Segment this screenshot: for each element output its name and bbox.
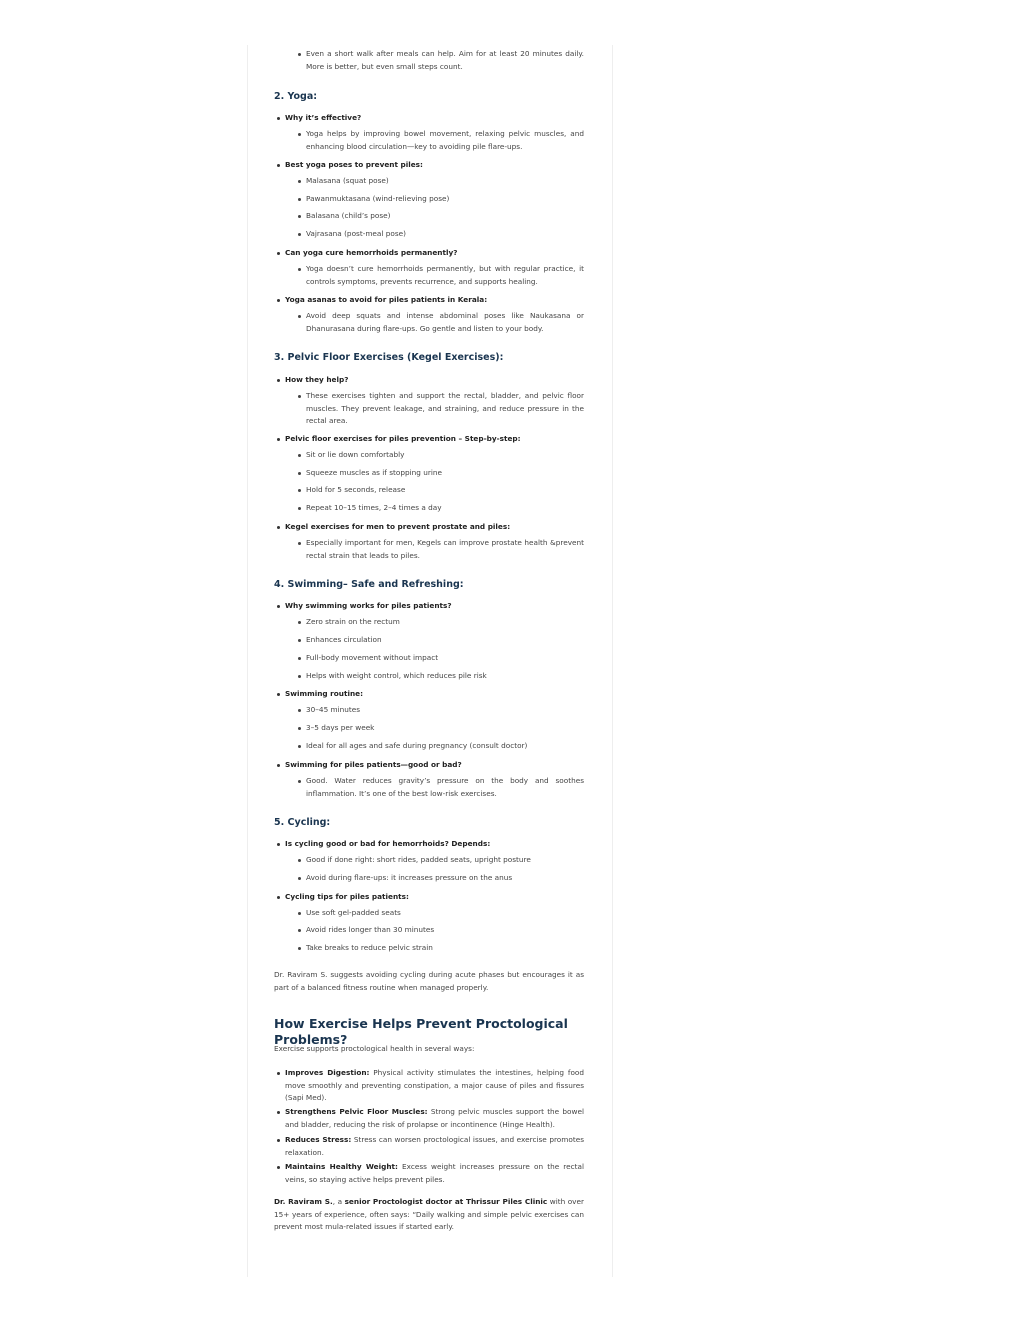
list-item: Zero strain on the rectum <box>295 616 584 629</box>
list-item: Avoid rides longer than 30 minutes <box>295 924 584 937</box>
doctor-quote: Dr. Raviram S., a senior Proctologist doctor at Thrissur Piles Clinic with over 15+ years of experience, often says: “Daily walking and simple pelvic exercises can prevent most mula-related issues if started early. <box>274 1197 584 1231</box>
list-item: Balasana (child’s pose) <box>295 210 584 223</box>
section-heading-cycling: 5. Cycling: <box>274 817 331 828</box>
list-item: Full-body movement without impact <box>295 652 584 665</box>
list-item: 30–45 minutes <box>295 704 584 717</box>
list-item: Is cycling good or bad for hemorrhoids? Depends: <box>274 838 584 851</box>
list-item: Sit or lie down comfortably <box>295 449 584 462</box>
list-item: Reduces Stress: Stress can worsen proctological issues, and exercise promotes relaxation. <box>274 1134 584 1159</box>
list-item: Yoga helps by improving bowel movement, relaxing pelvic muscles, and enhancing blood circulation—key to avoiding pile flare-ups. <box>295 128 584 153</box>
list-item: Yoga doesn’t cure hemorrhoids permanently, but with regular practice, it controls symptoms, prevents recurrence, and supports healing. <box>295 263 584 288</box>
cycling-note: Dr. Raviram S. suggests avoiding cycling during acute phases but encourages it as part of a balanced fitness routine when managed properly. <box>274 970 584 992</box>
list-item: Good. Water reduces gravity’s pressure on the body and soothes inflammation. It’s one of the best low-risk exercises. <box>295 775 584 800</box>
section-heading-yoga: 2. Yoga: <box>274 91 318 102</box>
list-item: Strengthens Pelvic Floor Muscles: Strong pelvic muscles support the bowel and bladder, reducing the risk of prolapse or incontinence (Hinge Health). <box>274 1106 584 1131</box>
list-item: Kegel exercises for men to prevent prostate and piles: <box>274 521 584 534</box>
list-item: Especially important for men, Kegels can improve prostate health &prevent rectal strain that leads to piles. <box>295 537 584 562</box>
list-item: Use soft gel-padded seats <box>295 907 584 920</box>
how-intro: Exercise supports proctological health in several ways: <box>274 1044 475 1053</box>
list-item: Pelvic floor exercises for piles prevention – Step-by-step: <box>274 433 584 446</box>
list-item: Best yoga poses to prevent piles: <box>274 159 584 172</box>
list-item-text: Even a short walk after meals can help. Aim for at least 20 minutes daily. More is better, but even small steps count. <box>306 49 584 71</box>
list-item: Cycling tips for piles patients: <box>274 891 584 904</box>
list-item: Helps with weight control, which reduces pile risk <box>295 670 584 683</box>
list-item: Enhances circulation <box>295 634 584 647</box>
list-item: Why it’s effective? <box>274 112 584 125</box>
section-heading-swimming: 4. Swimming– Safe and Refreshing: <box>274 579 464 590</box>
list-item: Ideal for all ages and safe during pregnancy (consult doctor) <box>295 740 584 753</box>
list-item: Maintains Healthy Weight: Excess weight increases pressure on the rectal veins, so staying active helps prevent piles. <box>274 1161 584 1186</box>
list-item: Hold for 5 seconds, release <box>295 484 584 497</box>
list-item: Why swimming works for piles patients? <box>274 600 584 613</box>
section-heading-how-exercise-helps: How Exercise Helps Prevent Proctological Problems? <box>274 1016 568 1047</box>
list-item: How they help? <box>274 374 584 387</box>
list-item: Good if done right: short rides, padded seats, upright posture <box>295 854 584 867</box>
list-item: Vajrasana (post-meal pose) <box>295 228 584 241</box>
list-item <box>295 48 584 73</box>
list-item: Yoga asanas to avoid for piles patients in Kerala: <box>274 294 584 307</box>
list-item: Avoid deep squats and intense abdominal poses like Naukasana or Dhanurasana during flare-ups. Go gentle and listen to your body. <box>295 310 584 335</box>
list-item: Squeeze muscles as if stopping urine <box>295 467 584 480</box>
list-item: Avoid during flare-ups: it increases pressure on the anus <box>295 872 584 885</box>
list-item: Take breaks to reduce pelvic strain <box>295 942 584 955</box>
list-item: Can yoga cure hemorrhoids permanently? <box>274 247 584 260</box>
list-item: These exercises tighten and support the rectal, bladder, and pelvic floor muscles. They prevent leakage, and straining, and reduce pressure in the rectal area. <box>295 390 584 428</box>
list-item: Repeat 10–15 times, 2–4 times a day <box>295 502 584 515</box>
list-item: Malasana (squat pose) <box>295 175 584 188</box>
section-heading-pelvic: 3. Pelvic Floor Exercises (Kegel Exercises): <box>274 352 504 363</box>
list-item: Pawanmuktasana (wind-relieving pose) <box>295 193 584 206</box>
list-item: Swimming routine: <box>274 688 584 701</box>
list-item: 3–5 days per week <box>295 722 584 735</box>
list-item: Swimming for piles patients—good or bad? <box>274 759 584 772</box>
list-item: Improves Digestion: Physical activity stimulates the intestines, helping food move smoothly and preventing constipation, a major cause of piles and fissures (Sapi Med). <box>274 1067 584 1105</box>
